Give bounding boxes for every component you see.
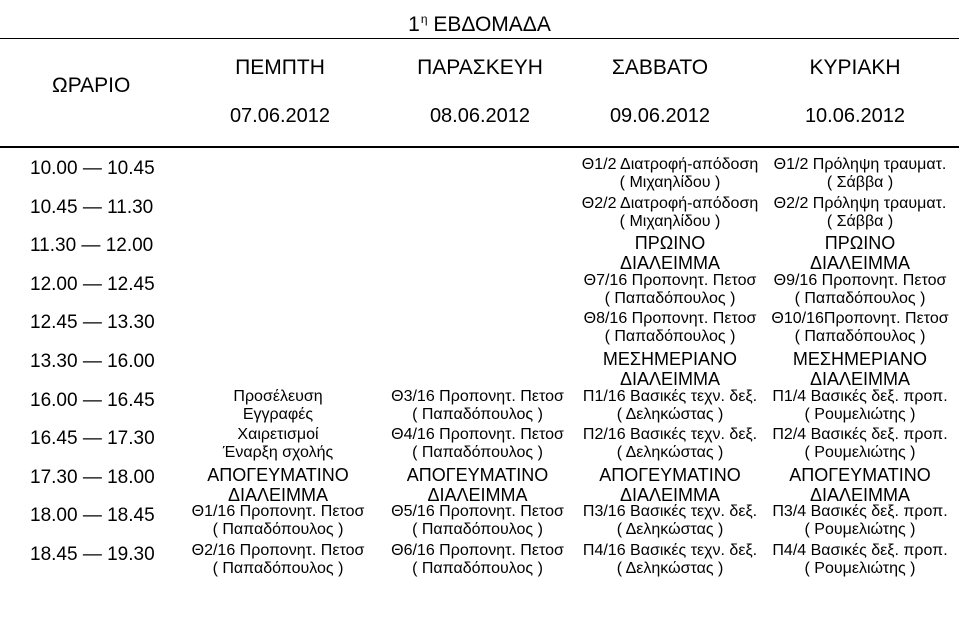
time-slot: 11.30 — 12.00 bbox=[30, 235, 154, 257]
cell-line-2: ( Σάββα ) bbox=[826, 212, 894, 230]
cell-line-1: Θ2/16 Προπονητ. Πετοσ bbox=[191, 542, 365, 559]
cell-line-1: Π1/16 Βασικές τεχν. δεξ. bbox=[582, 387, 758, 405]
session-cell bbox=[760, 388, 959, 424]
cell-line-1: Π3/4 Βασικές δεξ. προπ. bbox=[772, 503, 948, 521]
cell-line-2: ΔΙΑΛΕΙΜΜΑ bbox=[619, 369, 721, 389]
session-cell bbox=[760, 310, 959, 346]
cell-line-1: ΑΠΟΓΕΥΜΑΤΙΝΟ bbox=[406, 464, 549, 485]
cell-line-2: ( Δεληκώστας ) bbox=[616, 405, 724, 423]
cell-line-2: ΔΙΑΛΕΙΜΜΑ bbox=[619, 253, 721, 274]
day-header-friday: ΠΑΡΑΣΚΕΥΗ bbox=[417, 56, 543, 79]
cell-line-2: Εγγραφές bbox=[242, 405, 314, 423]
break-cell bbox=[760, 465, 959, 505]
cell-line-1: Θ7/16 Προπονητ. Πετοσ bbox=[583, 271, 757, 289]
time-slot: 16.45 — 17.30 bbox=[30, 428, 155, 450]
cell-line-2: ( Ρουμελιώτης ) bbox=[804, 521, 916, 539]
cell-line-1: ΜΕΣΗΜΕΡΙΑΝΟ bbox=[602, 349, 738, 369]
cell-line-2: Έναρξη σχολής bbox=[222, 444, 334, 462]
time-slot: 10.45 — 11.30 bbox=[30, 196, 154, 218]
break-cell bbox=[560, 349, 780, 389]
session-cell bbox=[188, 426, 368, 462]
session-cell bbox=[560, 156, 780, 192]
cell-line-2: ( Μιχαηλίδου ) bbox=[619, 212, 721, 230]
cell-line-1: ΜΕΣΗΜΕΡΙΑΝΟ bbox=[792, 349, 928, 369]
session-cell bbox=[560, 388, 780, 424]
session-cell bbox=[760, 426, 959, 462]
cell-line-2: ( Παπαδόπουλος ) bbox=[412, 444, 543, 462]
week-title bbox=[0, 0, 959, 38]
break-cell bbox=[560, 465, 780, 505]
time-slot: 13.30 — 16.00 bbox=[30, 351, 155, 372]
cell-line-1: Θ5/16 Προπονητ. Πετοσ bbox=[391, 503, 564, 521]
time-slot: 18.45 — 19.30 bbox=[30, 544, 155, 565]
header-divider bbox=[0, 38, 959, 39]
time-slot: 12.00 — 12.45 bbox=[30, 273, 155, 295]
cell-line-1: Θ10/16Προπονητ. Πετοσ bbox=[771, 310, 949, 328]
time-slot: 12.45 — 13.30 bbox=[30, 312, 155, 334]
cell-line-2: ( Παπαδόπουλος ) bbox=[412, 405, 543, 423]
cell-line-1: ΠΡΩΙΝΟ bbox=[824, 233, 896, 254]
break-cell bbox=[188, 465, 368, 505]
time-slot: 18.00 — 18.45 bbox=[30, 505, 155, 527]
cell-line-2: ΔΙΑΛΕΙΜΜΑ bbox=[427, 484, 528, 505]
time-column-header: ΩΡΑΡΙΟ bbox=[52, 74, 131, 97]
cell-line-1: Θ9/16 Προπονητ. Πετοσ bbox=[773, 271, 947, 289]
table-divider bbox=[0, 146, 959, 148]
cell-line-1: Θ1/2 Πρόληψη τραυματ. bbox=[773, 156, 947, 173]
date-thursday: 07.06.2012 bbox=[229, 105, 331, 127]
session-cell bbox=[560, 195, 780, 231]
cell-line-1: ΑΠΟΓΕΥΜΑΤΙΝΟ bbox=[599, 464, 741, 485]
session-cell bbox=[560, 503, 780, 539]
time-slot: 16.00 — 16.45 bbox=[30, 389, 155, 411]
session-cell bbox=[560, 426, 780, 462]
cell-line-2: ( Παπαδόπουλος ) bbox=[212, 560, 344, 577]
cell-line-1: ΑΠΟΓΕΥΜΑΤΙΝΟ bbox=[789, 464, 931, 485]
cell-line-2: ( Ρουμελιώτης ) bbox=[804, 560, 916, 577]
week-number: 1 bbox=[408, 13, 420, 36]
cell-line-1: Π3/16 Βασικές τεχν. δεξ. bbox=[582, 503, 758, 521]
break-cell bbox=[760, 233, 959, 273]
cell-line-2: ΔΙΑΛΕΙΜΜΑ bbox=[809, 484, 911, 505]
cell-line-1: Π1/4 Βασικές δεξ. προπ. bbox=[772, 387, 948, 405]
date-sunday: 10.06.2012 bbox=[804, 105, 906, 127]
cell-line-2: ( Παπαδόπουλος ) bbox=[212, 521, 344, 539]
cell-line-1: Προσέλευση bbox=[233, 387, 323, 405]
session-cell bbox=[560, 272, 780, 308]
cell-line-2: ( Ρουμελιώτης ) bbox=[804, 405, 916, 423]
session-cell bbox=[370, 426, 585, 462]
break-cell bbox=[760, 349, 959, 389]
day-header-sunday: ΚΥΡΙΑΚΗ bbox=[809, 56, 901, 79]
cell-line-1: Θ2/2 Διατροφή-απόδοση bbox=[581, 194, 759, 212]
cell-line-1: Θ1/2 Διατροφή-απόδοση bbox=[581, 156, 759, 173]
session-cell bbox=[560, 542, 780, 578]
cell-line-2: ( Παπαδόπουλος ) bbox=[412, 560, 543, 577]
cell-line-1: Θ3/16 Προπονητ. Πετοσ bbox=[391, 387, 564, 405]
cell-line-1: Θ4/16 Προπονητ. Πετοσ bbox=[391, 426, 564, 444]
session-cell bbox=[188, 542, 368, 578]
session-cell bbox=[188, 503, 368, 539]
cell-line-2: ( Μιχαηλίδου ) bbox=[619, 174, 721, 191]
cell-line-2: ( Παπαδόπουλος ) bbox=[794, 289, 926, 307]
cell-line-1: Π4/16 Βασικές τεχν. δεξ. bbox=[582, 542, 758, 559]
cell-line-2: ΔΙΑΛΕΙΜΜΑ bbox=[619, 484, 721, 505]
session-cell bbox=[760, 156, 959, 192]
cell-line-1: Θ2/2 Πρόληψη τραυματ. bbox=[773, 194, 947, 212]
session-cell bbox=[370, 388, 585, 424]
cell-line-2: ( Παπαδόπουλος ) bbox=[604, 289, 736, 307]
date-friday: 08.06.2012 bbox=[429, 105, 531, 127]
cell-line-1: Θ1/16 Προπονητ. Πετοσ bbox=[191, 503, 365, 521]
day-header-thursday: ΠΕΜΠΤΗ bbox=[235, 56, 325, 79]
break-cell bbox=[560, 233, 780, 273]
time-slot: 10.00 — 10.45 bbox=[30, 158, 155, 179]
cell-line-2: ΔΙΑΛΕΙΜΜΑ bbox=[809, 253, 911, 274]
session-cell bbox=[760, 542, 959, 578]
cell-line-1: Π2/4 Βασικές δεξ. προπ. bbox=[772, 426, 948, 444]
session-cell bbox=[760, 503, 959, 539]
session-cell bbox=[760, 272, 959, 308]
date-saturday: 09.06.2012 bbox=[609, 105, 711, 127]
session-cell bbox=[370, 503, 585, 539]
week-number-suffix: η bbox=[420, 12, 428, 26]
cell-line-1: Π4/4 Βασικές δεξ. προπ. bbox=[772, 542, 948, 559]
session-cell bbox=[560, 310, 780, 346]
cell-line-2: ( Παπαδόπουλος ) bbox=[794, 328, 926, 346]
cell-line-1: Π2/16 Βασικές τεχν. δεξ. bbox=[582, 426, 758, 444]
cell-line-2: ( Δεληκώστας ) bbox=[616, 444, 724, 462]
cell-line-1: Θ6/16 Προπονητ. Πετοσ bbox=[391, 542, 564, 559]
cell-line-2: ( Δεληκώστας ) bbox=[616, 560, 724, 577]
cell-line-1: ΠΡΩΙΝΟ bbox=[634, 233, 706, 254]
cell-line-2: ( Σάββα ) bbox=[826, 174, 894, 191]
cell-line-2: ( Ρουμελιώτης ) bbox=[804, 444, 916, 462]
time-slot: 17.30 — 18.00 bbox=[30, 466, 155, 488]
session-cell bbox=[188, 388, 368, 424]
cell-line-1: Χαιρετισμοί bbox=[237, 426, 319, 444]
day-header-saturday: ΣΑΒΒΑΤΟ bbox=[611, 56, 709, 79]
cell-line-2: ( Παπαδόπουλος ) bbox=[604, 328, 736, 346]
cell-line-2: ΔΙΑΛΕΙΜΜΑ bbox=[227, 484, 329, 505]
session-cell bbox=[760, 195, 959, 231]
week-label: ΕΒΔΟΜΑΔΑ bbox=[433, 13, 551, 36]
break-cell bbox=[370, 465, 585, 505]
session-cell bbox=[370, 542, 585, 578]
cell-line-2: ( Παπαδόπουλος ) bbox=[412, 521, 543, 539]
cell-line-2: ( Δεληκώστας ) bbox=[616, 521, 724, 539]
cell-line-2: ΔΙΑΛΕΙΜΜΑ bbox=[809, 369, 911, 389]
cell-line-1: Θ8/16 Προπονητ. Πετοσ bbox=[583, 310, 757, 328]
cell-line-1: ΑΠΟΓΕΥΜΑΤΙΝΟ bbox=[207, 464, 349, 485]
